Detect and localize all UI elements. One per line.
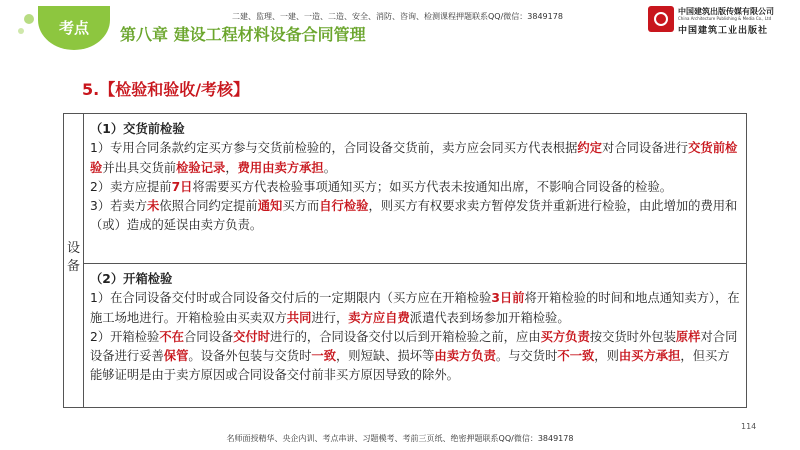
highlight-text: 约定	[577, 141, 603, 156]
highlight-text: 买方负责	[540, 329, 590, 344]
text-run: 将开箱检验的时间和地点通知卖方），在施工场地进行。开箱检验由买卖双方	[90, 291, 740, 325]
highlight-text: 费用由卖方承担	[237, 160, 324, 175]
text-run: 对合同设备进行妥善	[90, 329, 738, 364]
highlight-text: 自行检验	[319, 199, 369, 214]
highlight-text: 保管	[163, 349, 189, 364]
section-title: 5.【检验和验收/考核】	[82, 80, 250, 99]
paragraph	[90, 328, 740, 386]
unpacking-inspection-row	[84, 264, 746, 407]
text-run: 。	[323, 160, 337, 175]
decor-dot	[18, 28, 24, 34]
highlight-text: 通知	[257, 199, 283, 214]
highlight-text: 交货前检验	[90, 141, 738, 175]
text-run: ，但买方能够证明是由于卖方原因或合同设备交付前非买方原因导致的除外。	[90, 349, 730, 383]
content-table	[63, 113, 747, 408]
text-run: 2）开箱检验	[90, 329, 160, 344]
text-run: 买方而	[282, 199, 320, 214]
publisher-logo	[648, 6, 798, 36]
text-run: 依照合同约定提前	[159, 199, 258, 214]
row-content	[90, 120, 740, 236]
highlight-text: 不在	[159, 329, 184, 344]
badge-label: 考点	[58, 19, 89, 37]
highlight-text: 检验记录	[176, 160, 226, 175]
highlight-text: 不一致	[557, 349, 595, 364]
text-run: 对合同设备进行	[602, 141, 689, 156]
text-run: 合同设备	[183, 329, 234, 344]
pre-delivery-inspection-row	[84, 114, 746, 264]
text-run: 进行，	[311, 310, 349, 325]
highlight-text: 卖方应自费	[348, 310, 410, 325]
text-run: 将需要买方代表检验事项通知买方；如买方代表未按通知出席，不影响合同设备的检验。	[192, 179, 673, 194]
row-heading: （1）交货前检验	[90, 122, 185, 136]
decor-dot	[24, 14, 34, 24]
header-contact-line: 二建、监理、一建、一造、二造、安全、消防、咨询、检测课程押题联系QQ/微信：3849178	[232, 12, 563, 21]
highlight-text: 原样	[675, 329, 701, 344]
text-run: 派遣代表到场参加开箱检验。	[409, 310, 570, 325]
paragraph	[90, 197, 740, 236]
paragraph	[90, 289, 740, 328]
publisher-logo-icon	[648, 6, 674, 32]
side-label: 设备	[67, 241, 81, 274]
highlight-text: 由卖方负责	[434, 349, 496, 364]
highlight-text: 交付时	[233, 329, 271, 344]
highlight-text: 一致	[311, 349, 336, 364]
text-run: 。与交货时	[495, 349, 558, 364]
text-run: ，则短缺、损坏等	[336, 349, 435, 364]
text-run: 2）卖方应提前	[90, 179, 172, 194]
highlight-text: 3日前	[491, 291, 525, 306]
highlight-text: 共同	[286, 310, 312, 325]
text-run: 1）在合同设备交付时或合同设备交付后的一定期限内（买方应在开箱检验	[90, 291, 492, 306]
publisher-brand: 中国建筑工业出版社	[678, 26, 769, 36]
paragraph	[90, 139, 740, 178]
row-heading: （2）开箱检验	[90, 272, 173, 286]
text-run: ，	[225, 160, 238, 175]
side-column	[64, 114, 84, 407]
highlight-text: 未	[147, 199, 160, 214]
highlight-text: 7日	[171, 179, 193, 194]
text-run: ，则	[594, 349, 619, 364]
paragraph	[90, 178, 740, 197]
text-run: 3）若卖方	[90, 199, 148, 214]
publisher-name: 中国建筑出版传媒有限公司	[678, 7, 774, 16]
text-run: 进行的，合同设备交付以后到开箱检验之前，应由	[270, 329, 541, 344]
highlight-text: 由买方承担	[618, 349, 681, 364]
text-run: 1）专用合同条款约定买方参与交货前检验的，合同设备交货前，卖方应会同买方代表根据	[90, 141, 578, 156]
publisher-name-en: China Architecture Publishing & Media Co., Ltd	[678, 16, 772, 21]
text-run: 按交货时外包装	[589, 329, 676, 344]
text-run: ，则买方有权要求卖方暂停发货并重新进行检验，由此增加的费用和（或）造成的延误由卖方负责。	[90, 199, 738, 233]
row-content	[90, 270, 740, 386]
footer-text: 名师面授精华、央企内训、考点串讲、习题模考、考前三页纸、绝密押题联系QQ/微信：3849178	[226, 434, 574, 443]
text-run: 。设备外包装与交货时	[188, 349, 312, 364]
chapter-title: 第八章 建设工程材料设备合同管理	[120, 25, 366, 44]
page-number: 114	[741, 422, 757, 431]
text-run: 并出具交货前	[102, 160, 177, 175]
